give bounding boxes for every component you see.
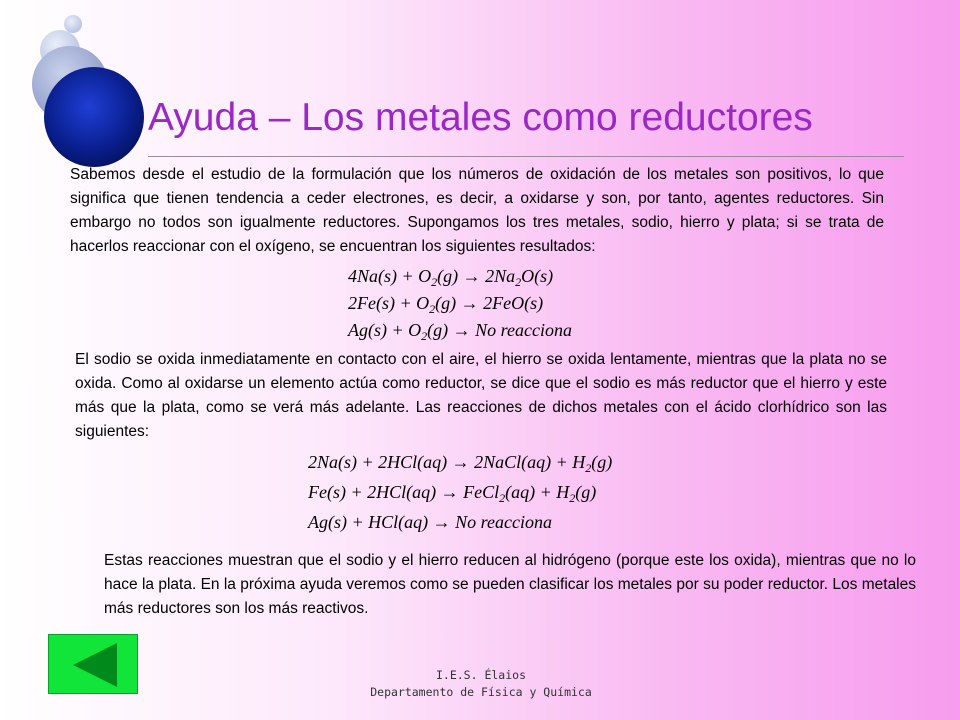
equation-iron-acid: Fe(s) + 2HCl(aq) → FeCl$_2$(aq) + $H_2(g)$ xyxy=(308,482,597,505)
intro-paragraph: Sabemos desde el estudio de la formulación que los números de oxidación de los metales son positivos, lo que significa que tienen tendencia a ceder electrones, es decir, a oxidarse y son, por tanto, agentes reductores. Sin embargo no todos son igualmente reductores. Supongamos los tres metales, sodio, hierro y plata; si se trata de hacerlos reaccionar con el oxígeno, se encuentran los siguientes resultados: xyxy=(70,166,884,255)
footer-department: Departamento de Física y Química xyxy=(370,685,592,699)
title-divider xyxy=(148,156,904,157)
equation-sodium-oxygen: $4Na(s) + O_2(g) \to 2Na_2O(s)$ xyxy=(348,266,554,289)
conclusion-paragraph: Estas reacciones muestran que el sodio y el hierro reducen al hidrógeno (porque este los oxida), mientras que no lo hace la plata. En la próxima ayuda veremos como se pueden clasificar los metales por su poder reductor. Los metales más reductores son los más reactivos. xyxy=(104,552,916,617)
footer-school: I.E.S. Élaios xyxy=(435,668,526,682)
decorative-circles xyxy=(0,0,160,180)
slide-title: Ayuda – Los metales como reductores xyxy=(148,96,813,139)
equation-silver-acid: Ag(s) + HCl(aq) → No reacciona xyxy=(308,512,552,532)
oxidation-paragraph: El sodio se oxida inmediatamente en contacto con el aire, el hierro se oxida lentamente, mientras que la plata no se oxida. Como al oxidarse un elemento actúa como reductor, se dice que el sodio es más reductor que el hierro y este más que la plata, como se verá más adelante. Las reacciones de dichos metales con el ácido clorhídrico son las siguientes: xyxy=(75,351,887,440)
equation-sodium-acid: 2Na(s) + 2HCl(aq) → 2NaCl(aq) + $H_2(g)$ xyxy=(308,452,613,475)
back-arrow-icon xyxy=(49,635,139,695)
back-button[interactable] xyxy=(48,634,138,694)
footer xyxy=(300,667,662,701)
equation-silver-oxygen: $Ag(s) + O_2(g) \to No$ reacciona xyxy=(348,320,572,343)
equation-iron-oxygen: $2Fe(s) + O_2(g) \to 2FeO(s)$ xyxy=(348,293,544,316)
